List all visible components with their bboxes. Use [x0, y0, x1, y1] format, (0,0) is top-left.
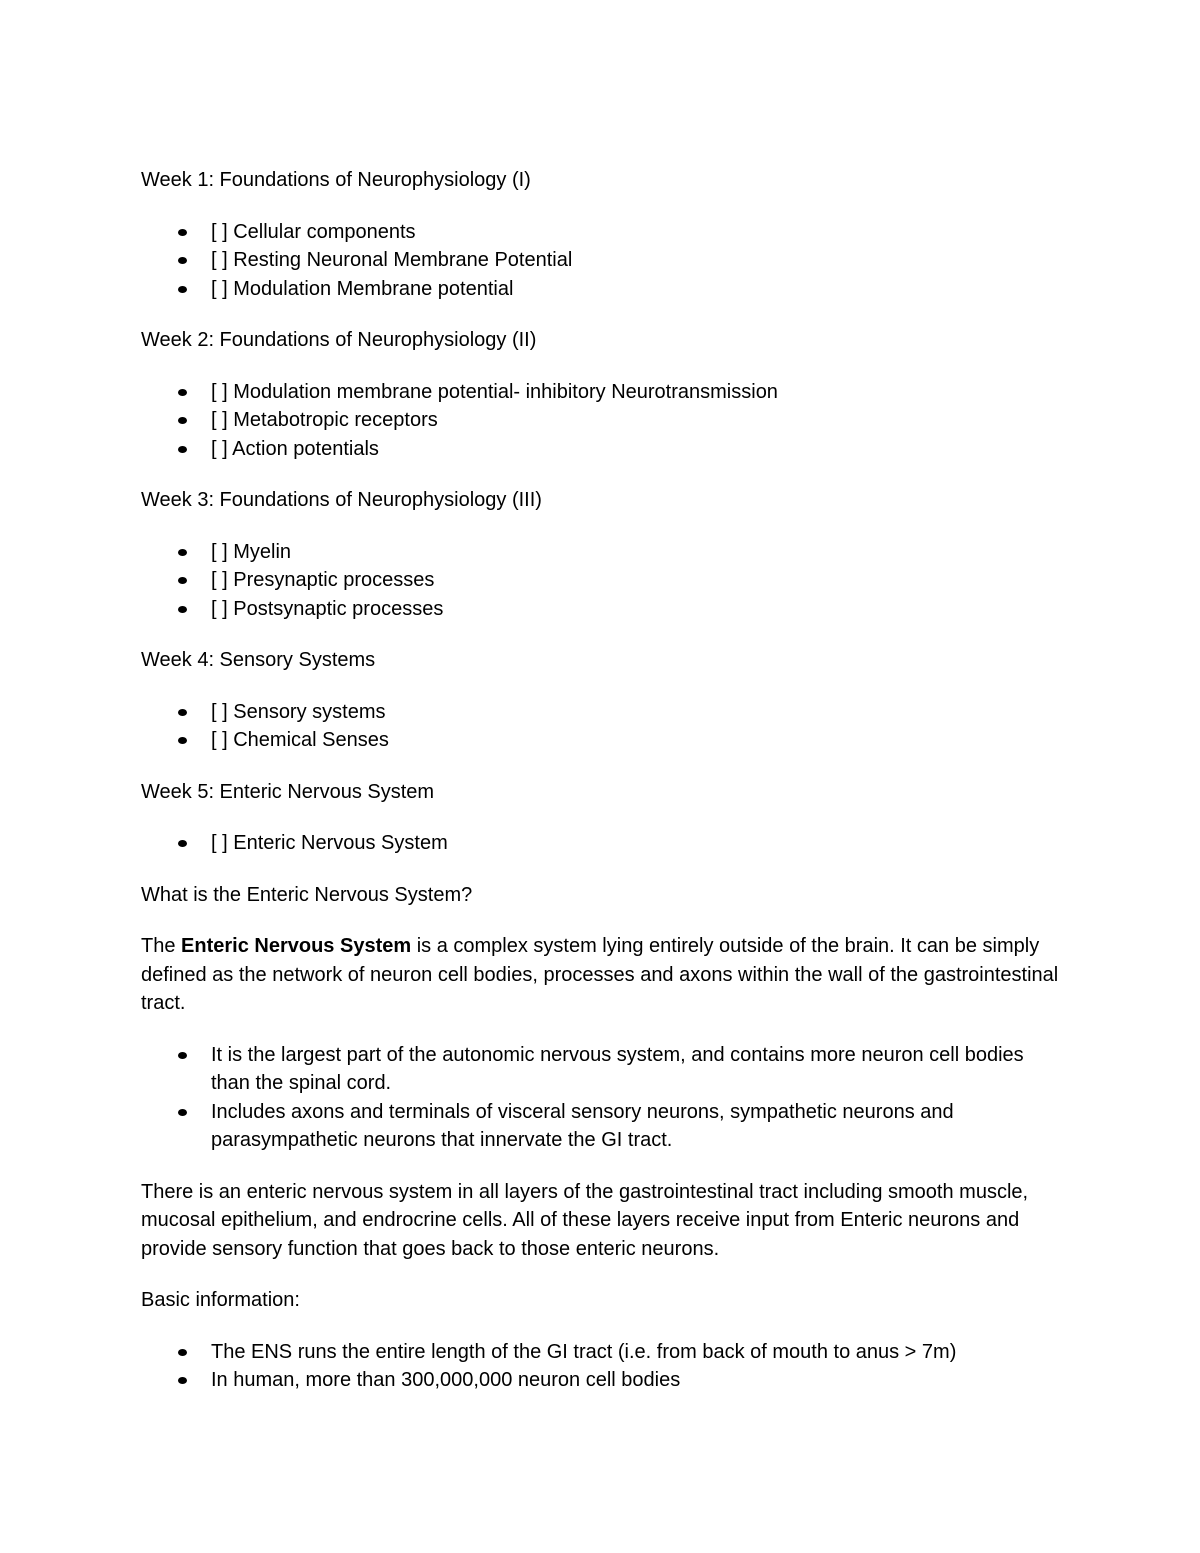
checklist-item: [ ] Action potentials	[141, 435, 1061, 464]
week-3-heading: Week 3: Foundations of Neurophysiology (III)	[141, 489, 542, 511]
bullet-icon	[178, 709, 187, 716]
bullet-icon	[178, 417, 187, 424]
checklist-item: [ ] Cellular components	[141, 218, 1061, 247]
checklist-item: [ ] Sensory systems	[141, 698, 1061, 727]
checklist-item: [ ] Postsynaptic processes	[141, 595, 1061, 624]
checklist-item: [ ] Modulation membrane potential- inhibitory Neurotransmission	[141, 378, 1061, 407]
list-item: Includes axons and terminals of visceral sensory neurons, sympathetic neurons and parasympathetic neurons that innervate the GI tract.	[141, 1098, 1061, 1155]
ens-question: What is the Enteric Nervous System?	[141, 883, 473, 906]
bullet-icon	[178, 1377, 187, 1384]
basic-info-list	[141, 1338, 1061, 1395]
bullet-icon	[178, 229, 187, 236]
document-content	[141, 166, 1061, 1418]
checklist-item: [ ] Presynaptic processes	[141, 566, 1061, 595]
list-item: The ENS runs the entire length of the GI tract (i.e. from back of mouth to anus > 7m)	[141, 1338, 1061, 1367]
week-2-checklist	[141, 378, 1061, 464]
ens-definition-paragraph: The Enteric Nervous System is a complex system lying entirely outside of the brain. It can be simply defined as the network of neuron cell bodies, processes and axons within the wall of the gastrointestinal tract.	[141, 935, 1059, 1014]
week-2-heading: Week 2: Foundations of Neurophysiology (II)	[141, 329, 537, 351]
bullet-icon	[178, 606, 187, 613]
checklist-item: [ ] Resting Neuronal Membrane Potential	[141, 246, 1061, 275]
bullet-icon	[178, 1349, 187, 1356]
checklist-item: [ ] Modulation Membrane potential	[141, 275, 1061, 304]
bullet-icon	[178, 577, 187, 584]
list-item: In human, more than 300,000,000 neuron cell bodies	[141, 1366, 1061, 1395]
ens-points-list	[141, 1041, 1061, 1155]
bullet-icon	[178, 737, 187, 744]
week-4-checklist	[141, 698, 1061, 755]
bullet-icon	[178, 1109, 187, 1116]
week-5-heading: Week 5: Enteric Nervous System	[141, 780, 435, 803]
list-item: It is the largest part of the autonomic nervous system, and contains more neuron cell bodies than the spinal cord.	[141, 1041, 1061, 1098]
basic-info-heading: Basic information:	[141, 1289, 300, 1311]
checklist-item: [ ] Enteric Nervous System	[141, 829, 1061, 858]
ens-term: Enteric Nervous System	[181, 935, 412, 957]
ens-layers-paragraph: There is an enteric nervous system in all layers of the gastrointestinal tract including smooth muscle, mucosal epithelium, and endrocrine cells. All of these layers receive input from Enteric neurons and provide sensory function that goes back to those enteric neurons.	[141, 1180, 1029, 1260]
bullet-icon	[178, 549, 187, 556]
week-5-checklist	[141, 829, 1061, 858]
checklist-item: [ ] Myelin	[141, 538, 1061, 567]
week-4-heading: Week 4: Sensory Systems	[141, 649, 376, 671]
checklist-item: [ ] Metabotropic receptors	[141, 406, 1061, 435]
week-3-checklist	[141, 538, 1061, 624]
bullet-icon	[178, 389, 187, 396]
bullet-icon	[178, 840, 187, 847]
bullet-icon	[178, 1052, 187, 1059]
bullet-icon	[178, 257, 187, 264]
week-1-heading: Week 1: Foundations of Neurophysiology (I)	[141, 169, 531, 191]
week-1-checklist	[141, 218, 1061, 304]
bullet-icon	[178, 286, 187, 293]
bullet-icon	[178, 446, 187, 453]
checklist-item: [ ] Chemical Senses	[141, 726, 1061, 755]
